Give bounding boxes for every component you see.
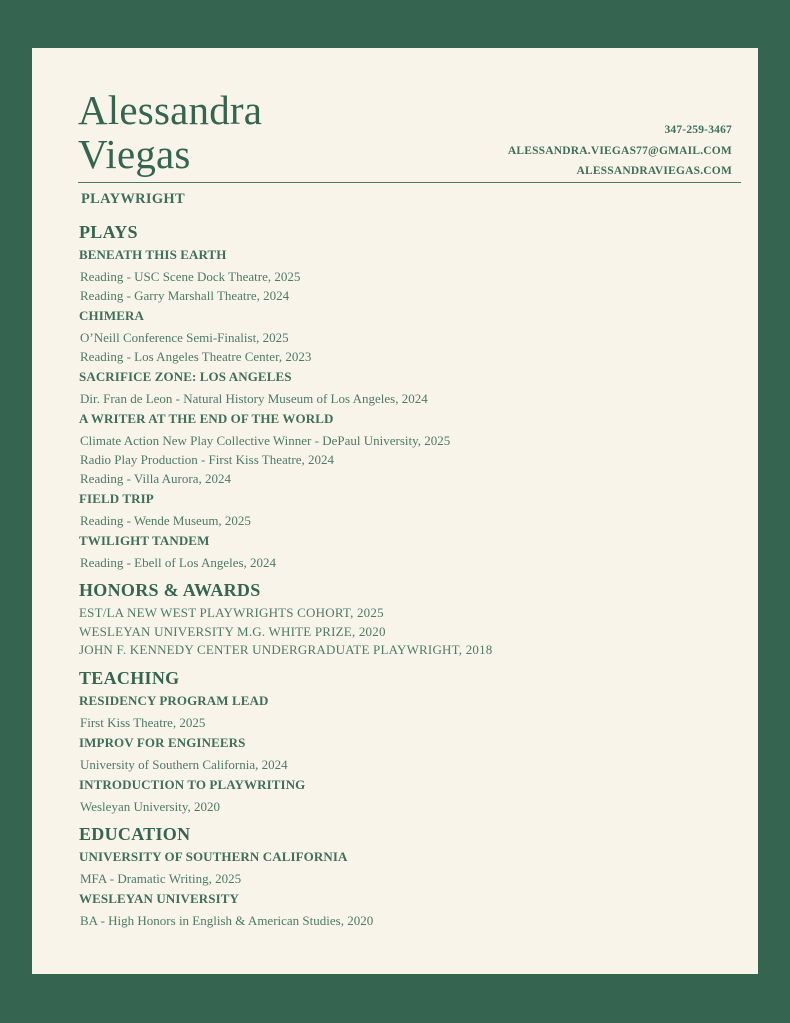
- education-school: WESLEYAN UNIVERSITY: [79, 890, 239, 906]
- play-entry: [79, 409, 739, 488]
- honor-item: EST/LA NEW WEST PLAYWRIGHTS COHORT, 2025: [79, 605, 384, 620]
- play-detail: Reading - Los Angeles Theatre Center, 2023: [80, 349, 312, 364]
- teaching-title: RESIDENCY PROGRAM LEAD: [79, 692, 269, 708]
- play-detail: Reading - Villa Aurora, 2024: [80, 471, 231, 486]
- contact-block: [508, 120, 732, 182]
- play-title: SACRIFICE ZONE: LOS ANGELES: [79, 369, 292, 384]
- teaching-entry: [79, 775, 739, 816]
- play-title: TWILIGHT TANDEM: [79, 533, 210, 548]
- first-name: Alessandra: [78, 87, 263, 133]
- play-entry: [79, 245, 739, 305]
- honors-section: [79, 578, 739, 660]
- education-school: UNIVERSITY OF SOUTHERN CALIFORNIA: [79, 848, 348, 864]
- contact-email: ALESSANDRA.VIEGAS77@GMAIL.COM: [507, 144, 732, 157]
- education-degree: MFA - Dramatic Writing, 2025: [80, 870, 242, 886]
- play-title: FIELD TRIP: [79, 491, 154, 506]
- play-detail: Dir. Fran de Leon - Natural History Museum of Los Angeles, 2024: [80, 391, 428, 406]
- play-entry: [79, 367, 739, 408]
- header-divider: [78, 182, 741, 183]
- honor-item: JOHN F. KENNEDY CENTER UNDERGRADUATE PLAYWRIGHT, 2018: [79, 642, 493, 657]
- play-title: CHIMERA: [79, 308, 144, 323]
- teaching-detail: First Kiss Theatre, 2025: [80, 714, 206, 730]
- play-entry: [79, 306, 739, 366]
- play-entry: [79, 489, 739, 530]
- teaching-title: IMPROV FOR ENGINEERS: [79, 734, 246, 750]
- contact-website: ALESSANDRAVIEGAS.COM: [576, 165, 732, 177]
- teaching-title: INTRODUCTION TO PLAYWRITING: [79, 776, 306, 792]
- resume-content: [79, 220, 739, 936]
- education-entry: [79, 889, 739, 930]
- section-title-education: EDUCATION: [79, 823, 191, 844]
- plays-section: [79, 220, 739, 572]
- section-title-teaching: TEACHING: [79, 667, 180, 688]
- play-detail: O’Neill Conference Semi-Finalist, 2025: [80, 330, 289, 345]
- teaching-entry: [79, 733, 739, 774]
- teaching-detail: University of Southern California, 2024: [80, 756, 288, 772]
- play-title: A WRITER AT THE END OF THE WORLD: [79, 411, 334, 426]
- play-detail: Reading - Ebell of Los Angeles, 2024: [80, 555, 277, 570]
- resume-page: [32, 48, 758, 974]
- play-entry: [79, 531, 739, 572]
- play-detail: Reading - USC Scene Dock Theatre, 2025: [80, 269, 301, 284]
- section-title-plays: PLAYS: [79, 222, 138, 242]
- teaching-section: [79, 666, 739, 816]
- play-detail: Radio Play Production - First Kiss Theatre, 2024: [80, 452, 334, 467]
- education-section: [79, 822, 739, 930]
- teaching-entry: [79, 691, 739, 732]
- contact-phone: 347-259-3467: [664, 124, 732, 136]
- play-title: BENEATH THIS EARTH: [79, 247, 227, 262]
- education-degree: BA - High Honors in English & American Studies, 2020: [80, 912, 374, 928]
- honor-item: WESLEYAN UNIVERSITY M.G. WHITE PRIZE, 2020: [79, 623, 386, 639]
- section-title-honors: HONORS & AWARDS: [79, 580, 261, 600]
- play-detail: Climate Action New Play Collective Winner - DePaul University, 2025: [80, 433, 451, 448]
- honors-list: [79, 604, 739, 660]
- play-detail: Reading - Garry Marshall Theatre, 2024: [80, 288, 290, 303]
- role-title: PLAYWRIGHT: [81, 191, 185, 207]
- education-entry: [79, 847, 739, 888]
- applicant-name: [78, 88, 262, 176]
- teaching-detail: Wesleyan University, 2020: [80, 798, 220, 814]
- play-detail: Reading - Wende Museum, 2025: [80, 513, 251, 528]
- last-name: Viegas: [78, 131, 191, 177]
